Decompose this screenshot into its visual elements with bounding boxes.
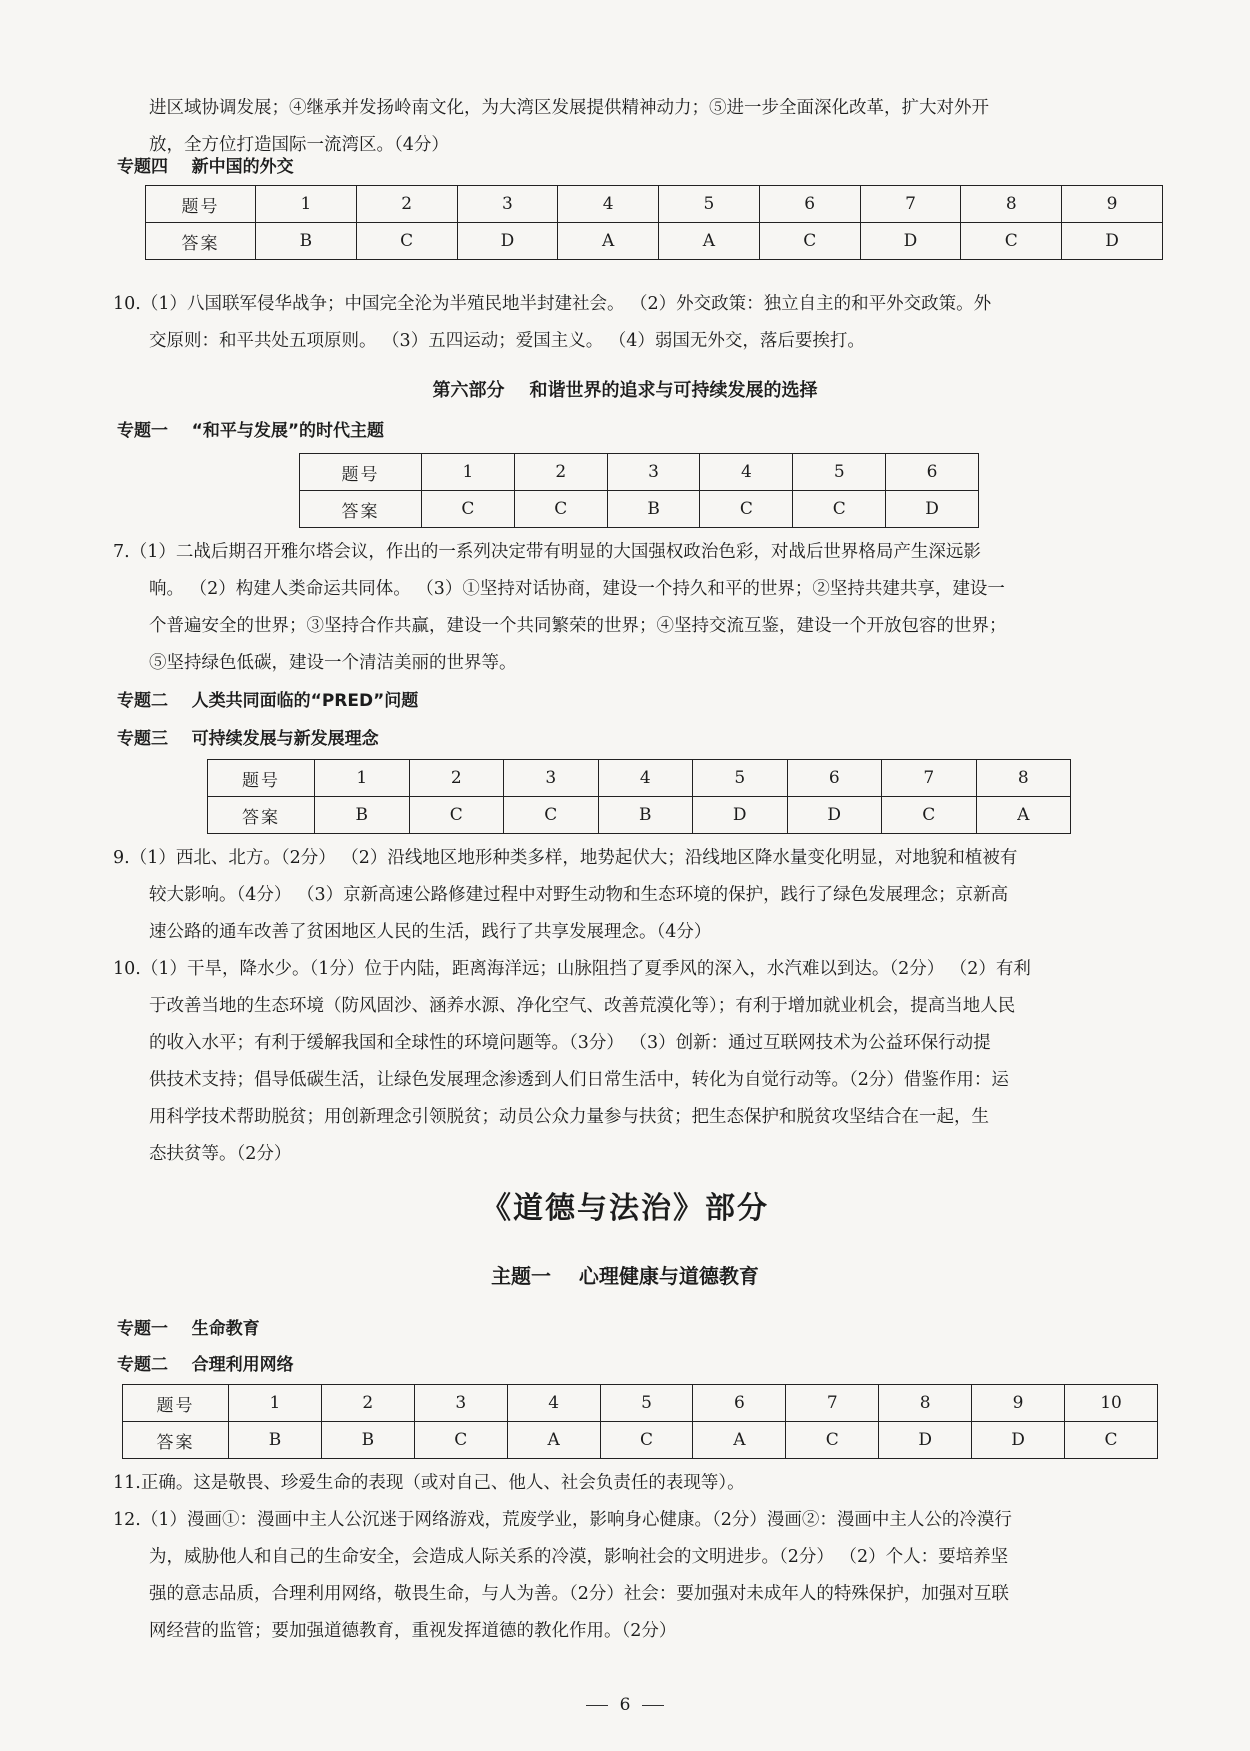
answer-cell: C [961,223,1062,260]
text-line: 11.正确。这是敬畏、珍爱生命的表现（或对自己、他人、社会负责任的表现等）。 [113,1473,745,1493]
answer-q10-topic4 [113,286,1158,360]
row-label: 答案 [208,797,315,834]
answer-cell: C [414,1422,507,1459]
question-number: 6 [787,760,882,797]
question-number: 5 [793,454,886,491]
question-number: 3 [414,1385,507,1422]
question-number: 8 [961,186,1062,223]
answer-table-part6-topic1 [299,453,979,528]
question-number: 4 [507,1385,600,1422]
text-line: 个普遍安全的世界；③坚持合作共赢，建设一个共同繁荣的世界；④坚持交流互鉴，建设一个开放包容的世界； [149,616,1007,636]
answer-cell: A [693,1422,786,1459]
text-line: 9.（1）西北、北方。（2分） （2）沿线地区地形种类多样，地势起伏大；沿线地区降水量变化明显，对地貌和植被有 [113,848,1018,868]
answer-cell: B [598,797,693,834]
answer-cell: C [1065,1422,1158,1459]
text-line: ⑤坚持绿色低碳，建设一个清洁美丽的世界等。 [149,653,517,673]
question-number: 9 [1062,186,1163,223]
table-row [123,1422,1158,1459]
answer-cell: B [229,1422,322,1459]
question-number: 8 [879,1385,972,1422]
answer-cell: C [356,223,457,260]
text-line: 网经营的监管；要加强道德教育，重视发挥道德的教化作用。（2分） [149,1621,677,1641]
answer-cell: A [659,223,760,260]
question-number: 7 [882,760,977,797]
text-line: 放，全方位打造国际一流湾区。（4分） [149,135,449,155]
answer-cell: D [787,797,882,834]
answer-q7-part6 [113,534,1158,682]
section-heading-topic4: 专题四 新中国的外交 [117,157,294,177]
question-number: 3 [607,454,700,491]
answer-cell: D [879,1422,972,1459]
text-line: 态扶贫等。（2分） [149,1144,292,1164]
answer-cell: B [607,491,700,528]
answer-cell: D [860,223,961,260]
question-number: 2 [356,186,457,223]
text-line: 用科学技术帮助脱贫；用创新理念引领脱贫；动员公众力量参与扶贫；把生态保护和脱贫攻坚结合在一起，生 [149,1107,989,1127]
question-number: 8 [976,760,1071,797]
section-heading-moral-topic2: 专题二 合理利用网络 [117,1355,294,1375]
question-number: 4 [700,454,793,491]
question-number: 6 [759,186,860,223]
answer-cell: D [1062,223,1163,260]
section-heading-moral-topic1: 专题一 生命教育 [117,1319,260,1339]
table-row [300,491,979,528]
answer-cell: C [504,797,599,834]
question-number: 10 [1065,1385,1158,1422]
question-number: 5 [693,760,788,797]
answer-cell: C [600,1422,693,1459]
table-row [146,223,1163,260]
text-line: 12.（1）漫画①：漫画中主人公沉迷于网络游戏，荒废学业，影响身心健康。（2分）漫画②：漫画中主人公的冷漠行 [113,1510,1012,1530]
text-line: 进区域协调发展；④继承并发扬岭南文化，为大湾区发展提供精神动力；⑤进一步全面深化改革，扩大对外开 [149,98,989,118]
question-number: 7 [786,1385,879,1422]
answer-cell: C [409,797,504,834]
answer-table-moral-topic2 [122,1384,1158,1459]
question-number: 1 [229,1385,322,1422]
text-line: 为，威胁他人和自己的生命安全，会造成人际关系的冷漠，影响社会的文明进步。（2分） （2）个人：要培养坚 [149,1547,1009,1567]
answer-cell: C [786,1422,879,1459]
question-number: 2 [514,454,607,491]
part6-title: 第六部分 和谐世界的追求与可持续发展的选择 [432,380,818,401]
answer-cell: A [507,1422,600,1459]
answer-cell: B [321,1422,414,1459]
question-number: 6 [693,1385,786,1422]
question-number: 3 [504,760,599,797]
text-line: 响。 （2）构建人类命运共同体。 （3）①坚持对话协商，建设一个持久和平的世界；②坚持共建共享，建设一 [149,579,1005,599]
answer-q9-part6 [113,840,1158,951]
question-number: 1 [315,760,410,797]
row-label: 题号 [300,454,422,491]
question-number: 3 [457,186,558,223]
answer-cell: A [976,797,1071,834]
answer-cell: B [256,223,357,260]
answer-cell: C [700,491,793,528]
section-heading-part6-topic3: 专题三 可持续发展与新发展理念 [117,729,379,749]
text-line: 较大影响。（4分） （3）京新高速公路修建过程中对野生动物和生态环境的保护，践行了绿色发展理念；京新高 [149,885,1009,905]
row-label: 题号 [123,1385,229,1422]
page-number: 6 [619,1695,631,1715]
question-number: 4 [558,186,659,223]
answer-q12-moral [113,1502,1158,1650]
footer-dash-right [642,1705,664,1706]
question-number: 2 [321,1385,414,1422]
answer-cell: C [793,491,886,528]
answer-cell: A [558,223,659,260]
text-line: 的收入水平；有利于缓解我国和全球性的环境问题等。（3分） （3）创新：通过互联网技术为公益环保行动提 [149,1033,991,1053]
answer-q11-moral [113,1465,1158,1502]
row-label: 答案 [123,1422,229,1459]
answer-cell: C [514,491,607,528]
answer-cell: D [972,1422,1065,1459]
text-line: 速公路的通车改善了贫困地区人民的生活，践行了共享发展理念。（4分） [149,922,712,942]
answer-cell: D [886,491,979,528]
text-line: 交原则：和平共处五项原则。 （3）五四运动；爱国主义。 （4）弱国无外交，落后要挨打。 [149,331,865,351]
text-line: 10.（1）八国联军侵华战争；中国完全沦为半殖民地半封建社会。 （2）外交政策：独立自主的和平外交政策。外 [113,294,992,314]
row-label: 答案 [300,491,422,528]
answer-q10-part6 [113,951,1158,1173]
table-row [300,454,979,491]
row-label: 答案 [146,223,256,260]
table-row [146,186,1163,223]
table-row [208,760,1071,797]
answer-cell: D [693,797,788,834]
answer-cell: D [457,223,558,260]
question-number: 2 [409,760,504,797]
footer-dash-left [586,1705,608,1706]
answer-cell: C [422,491,515,528]
answer-cell: C [759,223,860,260]
answer-table-part6-topic3 [207,759,1071,834]
text-line: 强的意志品质，合理利用网络，敬畏生命，与人为善。（2分）社会：要加强对未成年人的特殊保护，加强对互联 [149,1584,1009,1604]
text-line: 7.（1）二战后期召开雅尔塔会议，作出的一系列决定带有明显的大国强权政治色彩，对战后世界格局产生深远影 [113,542,981,562]
page-footer [0,1695,1250,1715]
table-row [123,1385,1158,1422]
question-number: 5 [659,186,760,223]
answer-table-topic4 [145,185,1163,260]
theme1-title: 主题一 心理健康与道德教育 [491,1264,759,1288]
table-row [208,797,1071,834]
moral-part-title: 《道德与法治》部分 [481,1191,769,1226]
question-number: 7 [860,186,961,223]
question-number: 1 [422,454,515,491]
section-heading-part6-topic1: 专题一 “和平与发展”的时代主题 [117,421,385,441]
answer-cell: C [882,797,977,834]
text-line: 10.（1）干旱，降水少。（1分）位于内陆，距离海洋远；山脉阻挡了夏季风的深入，水汽难以到达。（2分） （2）有利 [113,959,1031,979]
answer-cell: B [315,797,410,834]
text-line: 于改善当地的生态环境（防风固沙、涵养水源、净化空气、改善荒漠化等）；有利于增加就业机会，提高当地人民 [149,996,1016,1016]
question-number: 4 [598,760,693,797]
question-number: 1 [256,186,357,223]
row-label: 题号 [146,186,256,223]
question-number: 6 [886,454,979,491]
row-label: 题号 [208,760,315,797]
section-heading-part6-topic2: 专题二 人类共同面临的“PRED”问题 [117,691,419,711]
text-line: 供技术支持；倡导低碳生活，让绿色发展理念渗透到人们日常生活中，转化为自觉行动等。（2分）借鉴作用：运 [149,1070,1009,1090]
question-number: 5 [600,1385,693,1422]
question-number: 9 [972,1385,1065,1422]
